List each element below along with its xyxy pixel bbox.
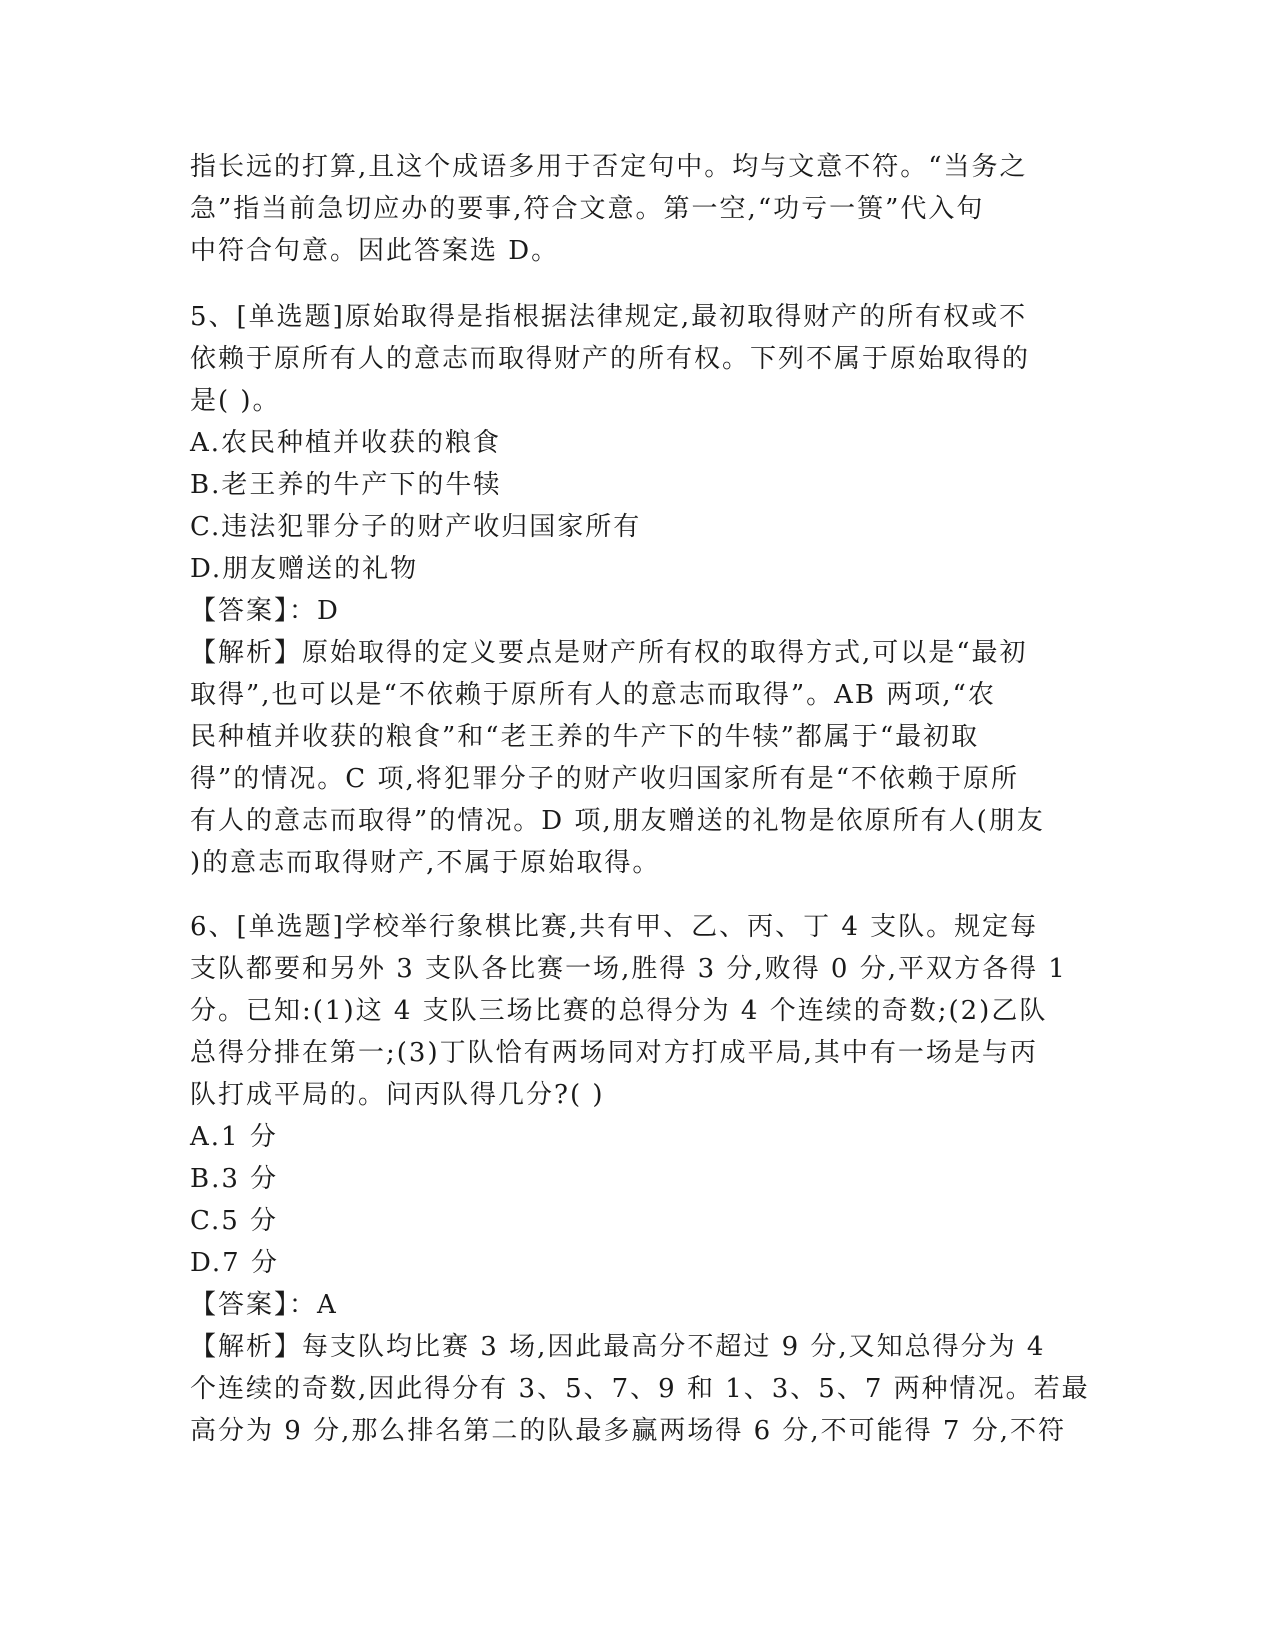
stem-line: 分。已知:(1)这 4 支队三场比赛的总得分为 4 个连续的奇数;(2)乙队: [190, 996, 1048, 1026]
stem-line: 依赖于原所有人的意志而取得财产的所有权。下列不属于原始取得的: [190, 344, 1031, 374]
answer-line: 【答案】：D: [190, 596, 340, 626]
explanation-line: 得”的情况。C 项,将犯罪分子的财产收归国家所有是“不依赖于原所: [190, 764, 1020, 794]
stem-line: 支队都要和另外 3 支队各比赛一场,胜得 3 分,败得 0 分,平双方各得 1: [190, 954, 1067, 984]
option-c: C.5 分: [190, 1206, 279, 1236]
explanation: [190, 1326, 1090, 1452]
option-d: D.7 分: [190, 1248, 279, 1278]
option-b: B.3 分: [190, 1164, 279, 1194]
explanation-line: 民种植并收获的粮食”和“老王养的牛产下的牛犊”都属于“最初取: [190, 722, 980, 752]
stem-line: 是( )。: [190, 386, 281, 416]
option-b: B.老王养的牛产下的牛犊: [190, 470, 502, 500]
options-list: [190, 422, 1090, 590]
question-stem: [190, 296, 1090, 422]
question-5: [190, 296, 1090, 884]
question-stem: [190, 906, 1090, 1116]
explanation-line: 有人的意志而取得”的情况。D 项,朋友赠送的礼物是依原所有人(朋友: [190, 806, 1045, 836]
explanation-line: 【解析】原始取得的定义要点是财产所有权的取得方式,可以是“最初: [190, 638, 1028, 668]
stem-line: 6、[单选题]学校举行象棋比赛,共有甲、乙、丙、丁 4 支队。规定每: [190, 912, 1039, 942]
option-d: D.朋友赠送的礼物: [190, 554, 419, 584]
answer-line: 【答案】：A: [190, 1290, 338, 1320]
explanation: [190, 632, 1090, 884]
document-page: [190, 146, 1090, 1452]
paragraph-line: 急”指当前急切应办的要事,符合文意。第一空,“功亏一篑”代入句: [190, 194, 985, 224]
paragraph-line: 中符合句意。因此答案选 D。: [190, 236, 560, 266]
prev-explanation: [190, 146, 1090, 272]
stem-line: 5、[单选题]原始取得是指根据法律规定,最初取得财产的所有权或不: [190, 302, 1028, 332]
stem-line: 队打成平局的。问丙队得几分?( ): [190, 1080, 605, 1110]
option-a: A.农民种植并收获的粮食: [190, 428, 502, 458]
question-6: [190, 906, 1090, 1452]
explanation-line: )的意志而取得财产,不属于原始取得。: [190, 848, 661, 878]
explanation-line: 高分为 9 分,那么排名第二的队最多赢两场得 6 分,不可能得 7 分,不符: [190, 1416, 1067, 1446]
options-list: [190, 1116, 1090, 1284]
option-a: A.1 分: [190, 1122, 278, 1152]
paragraph-line: 指长远的打算,且这个成语多用于否定句中。均与文意不符。“当务之: [190, 152, 1028, 182]
explanation-line: 个连续的奇数,因此得分有 3、5、7、9 和 1、3、5、7 两种情况。若最: [190, 1374, 1090, 1404]
stem-line: 总得分排在第一;(3)丁队恰有两场同对方打成平局,其中有一场是与丙: [190, 1038, 1038, 1068]
explanation-line: 【解析】每支队均比赛 3 场,因此最高分不超过 9 分,又知总得分为 4: [190, 1332, 1046, 1362]
explanation-line: 取得”,也可以是“不依赖于原所有人的意志而取得”。AB 两项,“农: [190, 680, 996, 710]
option-c: C.违法犯罪分子的财产收归国家所有: [190, 512, 642, 542]
